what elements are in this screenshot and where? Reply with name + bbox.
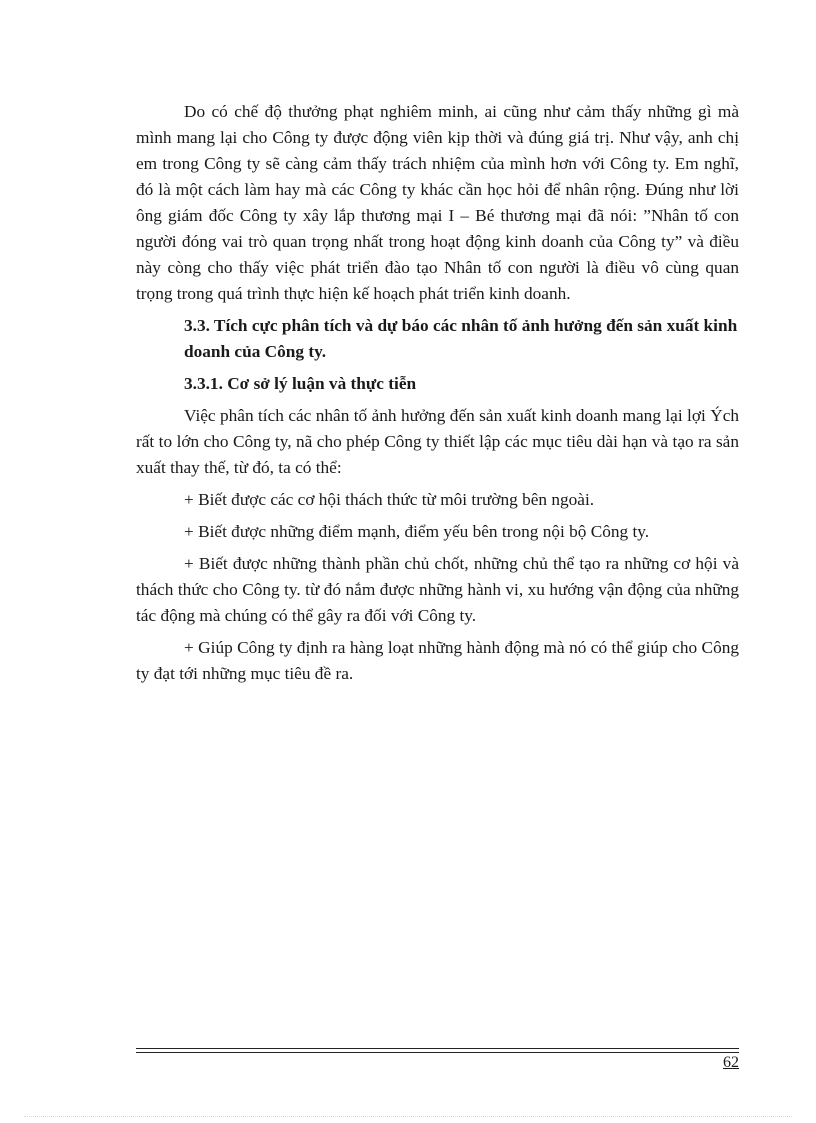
page-content — [136, 99, 739, 693]
bullet-item: + Biết được các cơ hội thách thức từ môi trường bên ngoài. — [184, 490, 595, 509]
section-heading: 3.3. Tích cực phân tích và dự báo các nhân tố ảnh hưởng đến sản xuất kinh doanh của Công ty. — [184, 316, 738, 361]
footer-double-rule — [136, 1048, 739, 1053]
intro-paragraph: Do có chế độ thưởng phạt nghiêm minh, ai cũng như cảm thấy những gì mà mình mang lại cho Công ty được động viên kịp thời và đúng giá trị. Như vậy, anh chị em trong Công ty sẽ càng cảm thấy trách nhiệm của mình hơn với Công ty. Em nghĩ, đó là một cách làm hay mà các Công ty khác cần học hỏi để nhân rộng. Đúng như lời ông giám đốc Công ty xây lắp thương mại I – Bé thương mại đã nói: ”Nhân tố con người đóng vai trò quan trọng nhất trong hoạt động kinh doanh của Công ty” và điều này còng cho thấy việc phát triển đào tạo Nhân tố con người là điều vô cùng quan trọng trong quá trình thực hiện kế hoạch phát triển kinh doanh. — [136, 102, 739, 303]
bullet-item: + Giúp Công ty định ra hàng loạt những hành động mà nó có thể giúp cho Công ty đạt tới những mục tiêu đề ra. — [136, 638, 739, 683]
bullet-item: + Biết được những thành phần chủ chốt, những chủ thể tạo ra những cơ hội và thách thức cho Công ty. từ đó nắm được những hành vi, xu hướng vận động của những tác động mà chúng có thể gây ra đối với Công ty. — [136, 554, 739, 625]
subsection-heading: 3.3.1. Cơ sở lý luận và thực tiễn — [184, 374, 417, 393]
body-paragraph: Việc phân tích các nhân tố ảnh hưởng đến sản xuất kinh doanh mang lại lợi Ých rất to lớn cho Công ty, nã cho phép Công ty thiết lập các mục tiêu dài hạn và tạo ra sản xuất thay thế, từ đó, ta có thể: — [136, 406, 739, 477]
page-number: 62 — [723, 1054, 739, 1071]
bullet-item: + Biết được những điểm mạnh, điểm yếu bên trong nội bộ Công ty. — [184, 522, 650, 541]
page-edge-dotted-line — [24, 1116, 792, 1117]
